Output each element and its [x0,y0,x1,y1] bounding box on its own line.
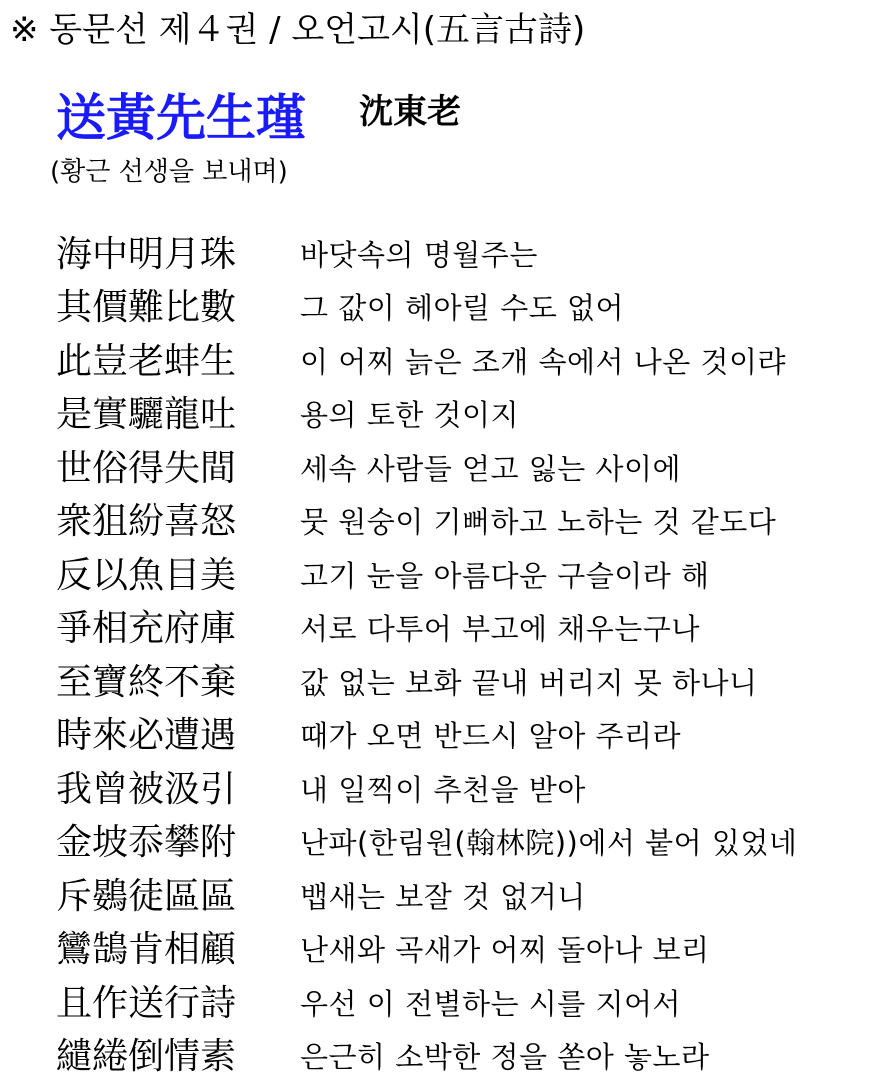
korean-translation: 난파(한림원(翰林院))에서 붙어 있었네 [300,826,798,861]
hanja-verse: 是實驪龍吐 [56,394,237,436]
poem-title: 送黃先生瑾 [56,89,306,147]
hanja-verse: 此豈老蚌生 [56,340,237,382]
korean-translation: 난새와 곡새가 어찌 돌아나 보리 [300,933,710,968]
collection-header: ※ 동문선 제４권 / 오언고시(五言古詩) [10,10,586,50]
hanja-verse: 斥鷃徒區區 [56,875,237,917]
hanja-verse: 世俗得失間 [56,447,237,489]
korean-translation: 서로 다투어 부고에 채우는구나 [300,612,700,647]
poem-line [56,763,871,817]
poem-subtitle: (황근 선생을 보내며) [50,157,288,187]
poem-line [56,335,871,389]
korean-translation: 우선 이 전별하는 시를 지어서 [300,986,682,1021]
poem-line [56,924,871,978]
hanja-verse: 反以魚目美 [56,554,237,596]
poem-line [56,870,871,924]
poem-line [56,1031,871,1085]
hanja-verse: 繾綣倒情素 [56,1036,237,1078]
hanja-verse: 衆狙紛喜怒 [56,501,237,543]
korean-translation: 값 없는 보화 끝내 버리지 못 하나니 [300,665,758,700]
poem-line [56,282,871,336]
hanja-verse: 海中明月珠 [56,233,237,275]
hanja-verse: 其價難比數 [56,287,237,329]
poem-line [56,656,871,710]
hanja-verse: 時來必遭遇 [56,715,237,757]
hanja-verse: 至寶終不棄 [56,661,237,703]
korean-translation: 은근히 소박한 정을 쏟아 놓노라 [300,1040,710,1075]
poem-line [56,228,871,282]
poem-line [56,442,871,496]
poem-line [56,817,871,871]
korean-translation: 고기 눈을 아름다운 구슬이라 해 [300,558,710,593]
poem-title-row [56,86,461,150]
poem-body [56,228,871,1084]
poem-line [56,603,871,657]
hanja-verse: 鸞鵠肯相顧 [56,929,237,971]
poem-author: 沈東老 [359,92,462,132]
hanja-verse: 我曾被汲引 [56,768,237,810]
poem-line [56,710,871,764]
korean-translation: 내 일찍이 추천을 받아 [300,772,586,807]
hanja-verse: 爭相充府庫 [56,608,237,650]
korean-translation: 때가 오면 반드시 알아 주리라 [300,719,682,754]
hanja-verse: 且作送行詩 [56,982,237,1024]
hanja-verse: 金坡忝攀附 [56,822,237,864]
korean-translation: 용의 토한 것이지 [300,398,520,433]
korean-translation: 뭇 원숭이 기뻐하고 노하는 것 같도다 [300,505,777,540]
korean-translation: 그 값이 헤아릴 수도 없어 [300,291,625,326]
korean-translation: 바닷속의 명월주는 [300,237,538,272]
korean-translation: 이 어찌 늙은 조개 속에서 나온 것이랴 [300,344,787,379]
korean-translation: 세속 사람들 얻고 잃는 사이에 [300,451,682,486]
poem-line [56,549,871,603]
poem-line [56,496,871,550]
poem-line [56,977,871,1031]
poem-line [56,389,871,443]
korean-translation: 뱁새는 보잘 것 없거니 [300,879,586,914]
